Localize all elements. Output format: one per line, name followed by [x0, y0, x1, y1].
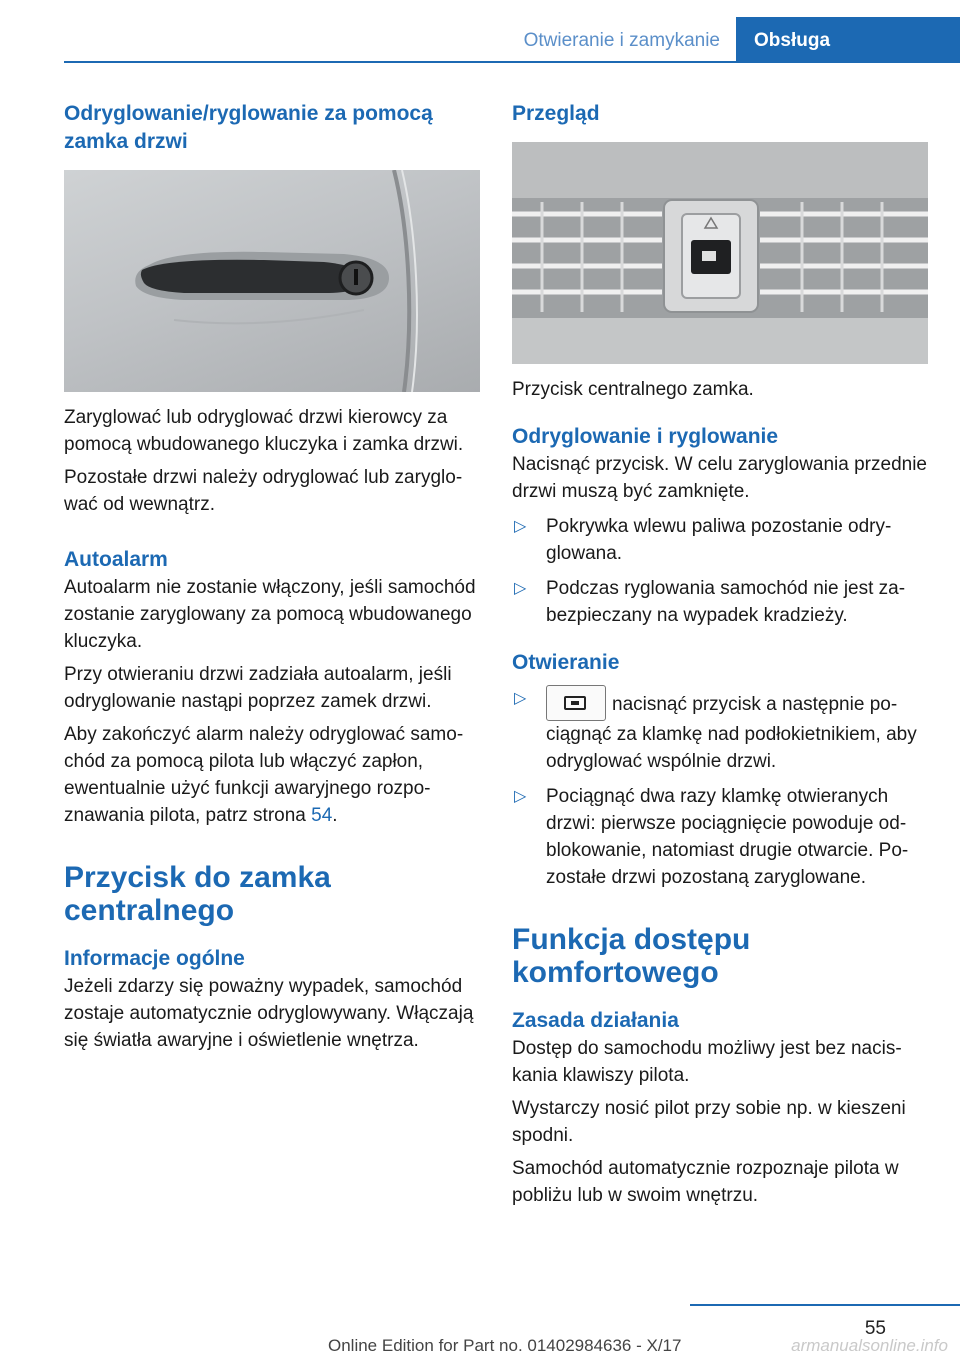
footer-rule: [690, 1304, 960, 1306]
header-rule: [64, 61, 960, 63]
paragraph-alarm-2: Przy otwieraniu drzwi zadziała autoalarm, jeśli odryglowanie nastąpi poprzez zamek drzwi.: [64, 664, 452, 712]
list-item-text: nacisnąć przycisk a następnie pociągnąć za klamkę nad podłokietnikiem, aby odryglować wspólnie drzwi.: [546, 694, 917, 772]
watermark: armanualsonline.info: [791, 1336, 948, 1355]
door-handle-illustration: [64, 170, 480, 392]
list-item-text: Pokrywka wlewu paliwa pozostanie odryglowana.: [546, 516, 892, 564]
paragraph-principle-3: Samochód automatycznie rozpoznaje pilota w pobliżu lub w swoim wnętrzu.: [512, 1158, 899, 1206]
paragraph-principle-2: Wystarczy nosić pilot przy sobie np. w kieszeni spodni.: [512, 1098, 906, 1146]
list-item-text: Pociągnąć dwa razy klamkę otwieranych drzwi: pierwsze pociągnięcie powoduje odblokowanie, natomiast drugie otwarcie. Pozostałe drzwi pozostaną zaryglowane.: [546, 786, 909, 888]
header-section-title: Otwieranie i zamykanie: [523, 30, 720, 51]
heading-central-lock-button: Przycisk do zamka centralnego: [64, 861, 331, 927]
paragraph-alarm-3-text: Aby zakończyć alarm należy odryglować samochód za pomocą pilota lub włączyć zapłon, ewentualnie użyć funkcji awaryjnego rozpoznawania pilota, patrz strona: [64, 724, 464, 826]
heading-opening: Otwieranie: [512, 651, 620, 674]
opening-bullet-list: [512, 685, 928, 891]
air-vent-illustration: [512, 142, 928, 364]
triangle-right-icon: ▷: [514, 518, 527, 535]
page-link-54[interactable]: 54: [311, 805, 333, 826]
heading-alarm: Autoalarm: [64, 548, 168, 571]
paragraph-alarm-3: [64, 721, 480, 829]
paragraph-lock-2: Pozostałe drzwi należy odryglować lub zaryglować od wewnątrz.: [64, 467, 463, 515]
triangle-right-icon: ▷: [514, 788, 527, 805]
heading-unlock-lock: Odryglowanie i ryglowanie: [512, 425, 779, 448]
paragraph-unlock: Nacisnąć przycisk. W celu zaryglowania przednie drzwi muszą być zamknięte.: [512, 454, 927, 502]
car-lock-button-icon: [546, 685, 606, 721]
triangle-right-icon: ▷: [514, 690, 527, 707]
central-lock-button-photo: [512, 142, 928, 364]
list-item: [512, 783, 928, 891]
paragraph-alarm-3-end: .: [332, 805, 338, 826]
heading-general-info: Informacje ogólne: [64, 947, 245, 970]
edition-note: Online Edition for Part no. 01402984636 - X/17: [328, 1336, 682, 1355]
list-item: [512, 575, 928, 629]
right-column: [512, 100, 928, 1209]
header-chapter-tab: Obsługa: [736, 17, 960, 63]
paragraph-lock-1: Zaryglować lub odryglować drzwi kierowcy za pomocą wbudowanego kluczyka i zamka drzwi.: [64, 407, 464, 455]
triangle-right-icon: ▷: [514, 580, 527, 597]
list-item: [512, 685, 928, 775]
heading-overview: Przegląd: [512, 102, 600, 125]
paragraph-principle-1: Dostęp do samochodu możliwy jest bez naciskania klawiszy pilota.: [512, 1038, 902, 1086]
door-handle-photo: [64, 170, 480, 392]
page-number: 55: [864, 1318, 886, 1339]
paragraph-alarm-1: Autoalarm nie zostanie włączony, jeśli samochód zostanie zaryglowany za pomocą wbudowanego kluczyka.: [64, 577, 476, 652]
heading-principle: Zasada działania: [512, 1009, 679, 1032]
left-column: [64, 100, 480, 1054]
photo-caption: Przycisk centralnego zamka.: [512, 379, 754, 400]
paragraph-general: Jeżeli zdarzy się poważny wypadek, samochód zostaje automatycznie odryglowywany. Włączają się światła awaryjne i oświetlenie wnętrza.: [64, 976, 474, 1051]
list-item-text: Podczas ryglowania samochód nie jest zabezpieczany na wypadek kradzieży.: [546, 578, 906, 626]
list-item: [512, 513, 928, 567]
heading-comfort-access: Funkcja dostępu komfortowego: [512, 923, 751, 989]
unlock-bullet-list: [512, 513, 928, 629]
heading-door-lock: Odryglowanie/ryglowanie za pomocą zamka drzwi: [64, 102, 433, 153]
